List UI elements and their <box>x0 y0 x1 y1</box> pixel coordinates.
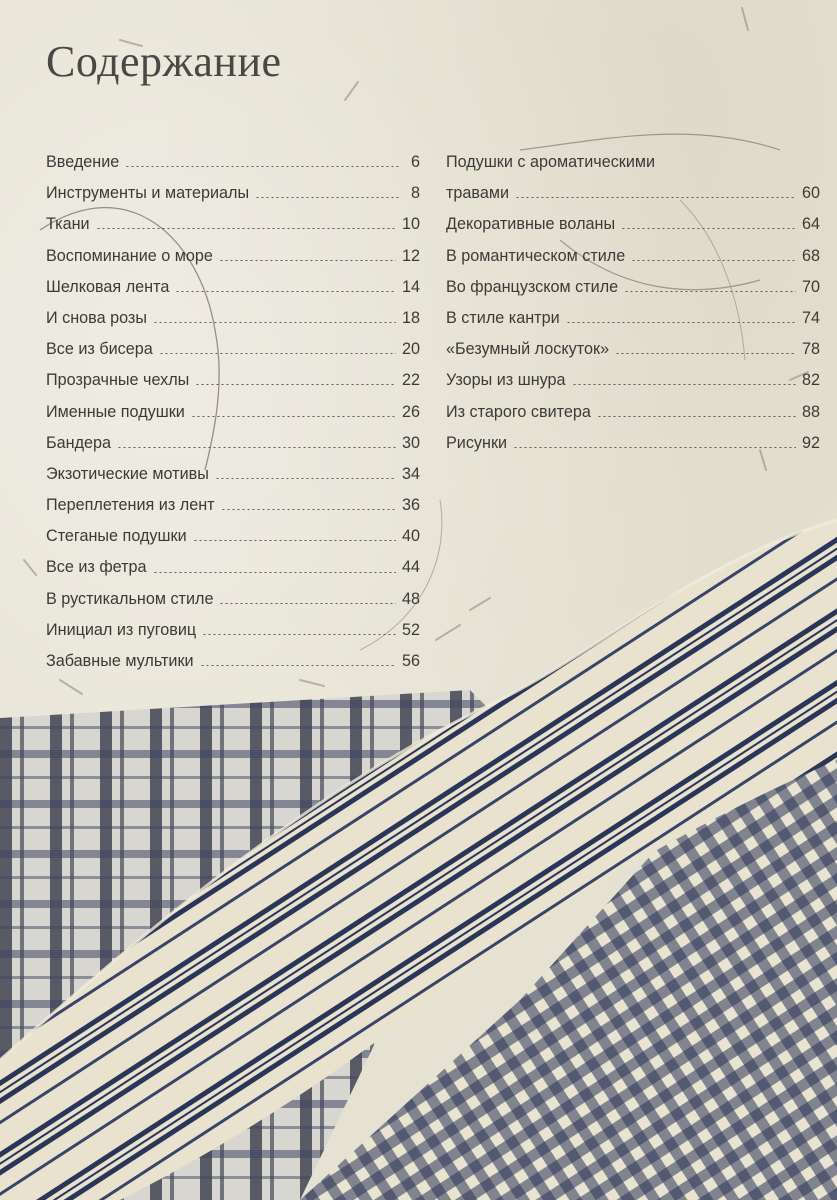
page-title: Содержание <box>46 37 282 86</box>
toc-entry-title: Стеганые подушки <box>46 527 187 546</box>
dot-leader <box>96 228 396 229</box>
toc-entry[interactable] <box>46 272 420 303</box>
toc-page-number: 74 <box>801 308 820 327</box>
dot-leader <box>221 509 396 510</box>
toc-entry[interactable] <box>446 241 820 272</box>
toc-page-number: 8 <box>410 184 420 203</box>
dot-leader <box>255 197 400 198</box>
toc-page-number: 14 <box>401 277 420 296</box>
toc-page-number: 34 <box>401 464 420 483</box>
toc-entry-title: Воспоминание о море <box>46 246 213 265</box>
toc-page-number: 18 <box>401 308 420 327</box>
dot-leader <box>624 291 796 292</box>
toc-page-number: 40 <box>401 527 420 546</box>
toc-entry[interactable] <box>46 147 420 178</box>
dot-leader <box>200 665 396 666</box>
toc-page-number: 30 <box>401 433 420 452</box>
toc-entry-title: «Безумный лоскуток» <box>446 340 610 359</box>
toc-entry-title: Все из фетра <box>46 558 147 577</box>
toc-entry[interactable] <box>46 365 420 396</box>
toc-entry-title-line2: травами <box>446 184 510 203</box>
toc-entry-title: Рисунки <box>446 433 508 452</box>
toc-page-number: 60 <box>801 184 820 203</box>
toc-entry[interactable] <box>46 397 420 428</box>
toc-entry-title: Забавные мультики <box>46 652 194 670</box>
toc-entry-title-line1: Подушки с ароматическими <box>446 153 656 171</box>
toc-entry[interactable] <box>46 303 420 334</box>
toc-page-number: 36 <box>401 496 420 515</box>
toc-entry[interactable] <box>446 147 820 209</box>
dot-leader <box>513 447 796 448</box>
toc-entry[interactable] <box>446 334 820 365</box>
toc-entry[interactable] <box>46 334 420 365</box>
dot-leader <box>195 384 396 385</box>
dot-leader <box>202 634 396 635</box>
toc-entry[interactable] <box>46 178 420 209</box>
dot-leader <box>191 416 396 417</box>
toc-page-number: 52 <box>401 620 420 639</box>
dot-leader <box>615 353 796 354</box>
toc-page-number: 88 <box>801 402 820 421</box>
dot-leader <box>125 166 400 167</box>
toc-entry-title: Инициал из пуговиц <box>46 620 197 639</box>
toc-entry-title: Инструменты и материалы <box>46 184 250 203</box>
toc-entry[interactable] <box>46 209 420 240</box>
toc-entry-title: Экзотические мотивы <box>46 464 209 483</box>
toc-entry[interactable] <box>46 490 420 521</box>
toc-entry[interactable] <box>46 241 420 272</box>
toc-entry[interactable] <box>446 428 820 459</box>
dot-leader <box>566 322 796 323</box>
toc-entry-title: Ткани <box>46 215 90 234</box>
toc-page-number: 68 <box>801 246 820 265</box>
toc-entry-title: Во французском стиле <box>446 277 619 296</box>
dot-leader <box>631 260 796 261</box>
toc-entry[interactable] <box>446 397 820 428</box>
dot-leader <box>153 572 396 573</box>
toc-entry[interactable] <box>446 209 820 240</box>
dot-leader <box>153 322 396 323</box>
toc-entry-title: Введение <box>46 153 120 171</box>
toc-entry-title: И снова розы <box>46 308 147 327</box>
dot-leader <box>515 197 796 198</box>
dot-leader <box>175 291 396 292</box>
toc-page-number: 56 <box>401 652 420 670</box>
toc-entry[interactable] <box>46 428 420 459</box>
toc-entry[interactable] <box>446 365 820 396</box>
toc-entry[interactable] <box>46 459 420 490</box>
toc-entry-title: В стиле кантри <box>446 308 560 327</box>
toc-entry[interactable] <box>446 303 820 334</box>
toc-page-number: 6 <box>410 153 420 171</box>
dot-leader <box>117 447 396 448</box>
toc-left-column <box>46 147 420 677</box>
toc-entry-title: Именные подушки <box>46 402 185 421</box>
toc-page-number: 20 <box>401 340 420 359</box>
toc-entry-title: В рустикальном стиле <box>46 589 214 608</box>
toc-entry[interactable] <box>46 646 420 677</box>
dot-leader <box>219 603 396 604</box>
dot-leader <box>193 540 396 541</box>
dot-leader <box>572 384 796 385</box>
toc-entry-title: В романтическом стиле <box>446 246 626 265</box>
toc-right-column <box>446 147 820 459</box>
toc-entry[interactable] <box>46 615 420 646</box>
toc-entry[interactable] <box>446 272 820 303</box>
toc-entry-title-line2-row <box>446 178 820 209</box>
toc-page-number: 82 <box>801 371 820 390</box>
dot-leader <box>219 260 396 261</box>
toc-entry-title: Шелковая лента <box>46 277 170 296</box>
toc-page-number: 10 <box>401 215 420 234</box>
toc-page-number: 26 <box>401 402 420 421</box>
dot-leader <box>621 228 796 229</box>
dot-leader <box>159 353 396 354</box>
toc-entry-title: Все из бисера <box>46 340 153 359</box>
toc-page-number: 64 <box>801 215 820 234</box>
toc-page-number: 44 <box>401 558 420 577</box>
toc-entry-title: Узоры из шнура <box>446 371 566 390</box>
toc-page-number: 12 <box>401 246 420 265</box>
toc-page-number: 48 <box>401 589 420 608</box>
toc-entry-title: Из старого свитера <box>446 402 591 421</box>
toc-entry[interactable] <box>46 521 420 552</box>
toc-page-number: 92 <box>801 433 820 452</box>
toc-entry-title: Декоративные воланы <box>446 215 616 234</box>
dot-leader <box>597 416 796 417</box>
toc-entry-title: Переплетения из лент <box>46 496 215 515</box>
toc-page-number: 22 <box>401 371 420 390</box>
toc-entry[interactable] <box>46 584 420 615</box>
toc-entry[interactable] <box>46 552 420 583</box>
toc-page-number: 78 <box>801 340 820 359</box>
toc-page-number: 70 <box>801 277 820 296</box>
toc-entry-title: Бандера <box>46 433 112 452</box>
dot-leader <box>215 478 396 479</box>
toc-entry-title: Прозрачные чехлы <box>46 371 190 390</box>
